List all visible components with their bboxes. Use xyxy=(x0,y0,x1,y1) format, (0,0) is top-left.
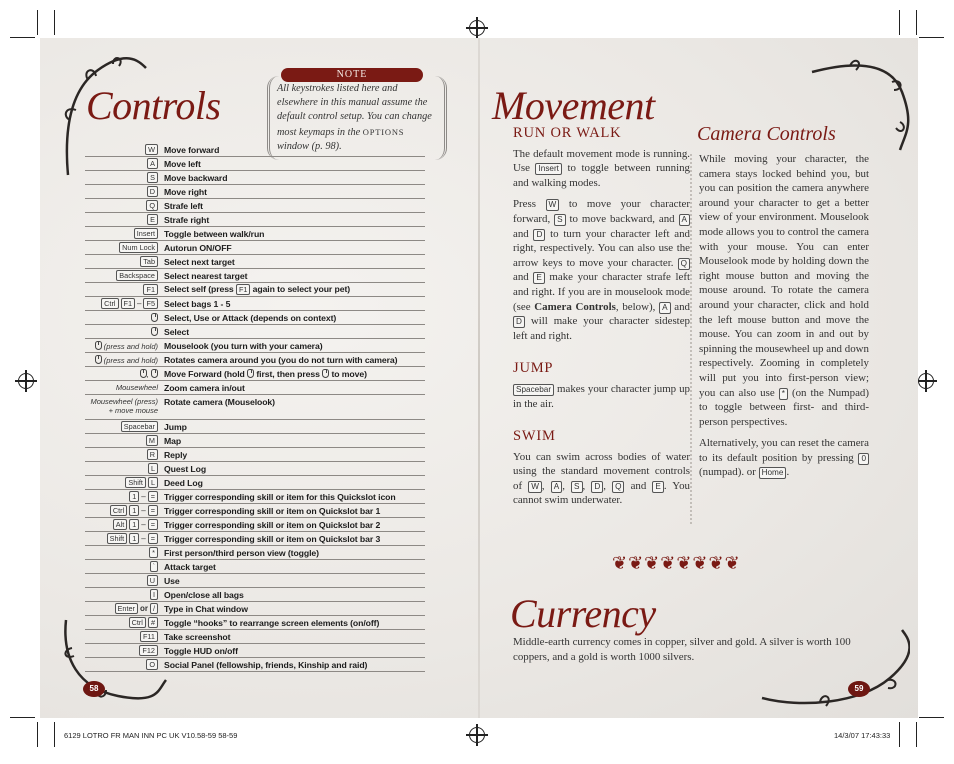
control-keys xyxy=(85,631,164,642)
control-row xyxy=(85,255,425,269)
keycap: 1 xyxy=(129,505,139,516)
control-action: Trigger corresponding skill or item on Quickslot bar 2 xyxy=(164,519,381,530)
keycap: F1 xyxy=(121,298,136,309)
keycap: 1 xyxy=(129,533,139,544)
control-row xyxy=(85,367,425,381)
control-keys xyxy=(85,589,164,600)
mouse-icon xyxy=(95,355,102,364)
control-mouse-text: + move mouse xyxy=(108,406,158,415)
control-keys xyxy=(85,645,164,656)
control-row xyxy=(85,157,425,171)
control-action: Toggle between walk/run xyxy=(164,228,265,239)
control-action: Select self (press F1 again to select your pet) xyxy=(164,284,351,294)
control-note: (press and hold) xyxy=(103,341,158,351)
keycap: L xyxy=(148,463,158,474)
control-row xyxy=(85,602,425,616)
control-row xyxy=(85,490,425,504)
control-action: Mouselook (you turn with your camera) xyxy=(164,340,323,351)
control-action: Move forward xyxy=(164,144,220,155)
camera-column xyxy=(699,152,869,487)
control-keys xyxy=(85,284,164,295)
control-keys xyxy=(85,383,164,392)
control-keys xyxy=(85,341,164,351)
control-keys xyxy=(85,298,164,309)
control-row xyxy=(85,462,425,476)
crop-mark xyxy=(37,722,38,747)
control-row xyxy=(85,395,425,420)
control-keys xyxy=(85,228,164,239)
control-action: Zoom camera in/out xyxy=(164,382,245,393)
column-separator xyxy=(690,153,692,525)
control-action: Attack target xyxy=(164,561,216,572)
control-keys xyxy=(85,463,164,474)
control-mouse-text: Mousewheel xyxy=(115,383,158,392)
crop-mark xyxy=(54,722,55,747)
control-row xyxy=(85,560,425,574)
control-row xyxy=(85,616,425,630)
keycap: Tab xyxy=(140,256,158,267)
control-action: Quest Log xyxy=(164,463,207,474)
control-note: (press and hold) xyxy=(103,355,158,365)
control-mouse-text: Mousewheel (press) xyxy=(90,397,158,406)
control-action: Select, Use or Attack (depends on context) xyxy=(164,312,337,323)
keycap: Backspace xyxy=(116,270,158,281)
control-keys xyxy=(85,172,164,183)
control-action: Use xyxy=(164,575,180,586)
control-keys xyxy=(85,435,164,446)
camera-paragraph-1: While moving your character, the camera stays locked behind you, but you can position the camera anywhere around your character to get a better view of your environment. Mouselook mode allows you to control the camera with your mouse. You can enter Mouselook mode by holding down the right mouse button and moving the mouse around. To rotate the camera around your character, click and hold the left mouse button and move the mouse. You can zoom in and out by spinning the mousewheel up and down respectively. Zooming in completely will put you into first-person view; you can also use * (on the Numpad) to toggle between first- and third-person perspectives. xyxy=(699,153,870,428)
crop-mark xyxy=(899,10,900,35)
note-label: NOTE xyxy=(281,68,423,82)
control-keys xyxy=(85,186,164,197)
control-keys: , xyxy=(85,369,164,379)
control-action: Rotates camera around you (you do not turn with camera) xyxy=(164,354,398,365)
control-row xyxy=(85,297,425,311)
control-row xyxy=(85,213,425,227)
control-keys xyxy=(85,421,164,432)
control-keys xyxy=(85,477,164,488)
control-row xyxy=(85,574,425,588)
key-separator: – xyxy=(141,492,146,501)
mouse-icon xyxy=(151,327,158,336)
control-row xyxy=(85,420,425,434)
control-action: Select xyxy=(164,326,189,337)
keycap: D xyxy=(147,186,158,197)
control-row xyxy=(85,532,425,546)
keycap: * xyxy=(149,547,158,558)
control-action: Deed Log xyxy=(164,477,203,488)
camera-controls-heading: Camera Controls xyxy=(697,123,836,145)
keycap: Spacebar xyxy=(121,421,158,432)
control-row xyxy=(85,241,425,255)
keycap: A xyxy=(147,158,158,169)
book-spread xyxy=(40,38,918,718)
mouse-icon xyxy=(95,341,102,350)
control-action: Move right xyxy=(164,186,207,197)
control-action: Map xyxy=(164,435,182,446)
mouse-icon xyxy=(247,369,254,378)
camera-paragraph-2: Alternatively, you can reset the camera to its default position by pressing 0 (numpad). or Home . xyxy=(699,437,869,479)
control-action: Type in Chat window xyxy=(164,603,248,614)
control-action: Reply xyxy=(164,449,188,460)
key-separator: or xyxy=(139,604,148,613)
control-keys xyxy=(85,491,164,502)
jump-paragraph: Spacebar makes your character jump up in the air. xyxy=(513,382,690,410)
crop-mark xyxy=(10,37,35,38)
control-action: Toggle “hooks” to rearrange screen elements (on/off) xyxy=(164,617,380,628)
keycap: Ctrl xyxy=(129,617,146,628)
keycap: = xyxy=(148,505,158,516)
keycap: 1 xyxy=(129,519,139,530)
control-action: Rotate camera (Mouselook) xyxy=(164,397,275,407)
control-action: First person/third person view (toggle) xyxy=(164,547,319,558)
keycap: M xyxy=(146,435,158,446)
control-action: Select next target xyxy=(164,256,235,267)
control-row xyxy=(85,171,425,185)
mouse-icon xyxy=(151,313,158,322)
run-walk-paragraph-1: The default movement mode is running. Use Insert to toggle between running and walking modes. xyxy=(513,147,690,189)
keycap: F12 xyxy=(139,645,158,656)
control-keys xyxy=(85,242,164,253)
control-keys xyxy=(85,617,164,628)
movement-column xyxy=(513,126,690,515)
keycap: Num Lock xyxy=(119,242,158,253)
keycap: E xyxy=(147,214,158,225)
crop-mark xyxy=(54,10,55,35)
keycap: F5 xyxy=(143,298,158,309)
key-separator: – xyxy=(137,299,142,308)
crop-mark xyxy=(10,717,35,718)
keycap: Shift xyxy=(125,477,146,488)
page-number-left: 58 xyxy=(83,681,105,697)
control-action: Autorun ON/OFF xyxy=(164,242,232,253)
registration-mark-icon xyxy=(469,727,485,743)
control-row xyxy=(85,644,425,658)
control-keys xyxy=(85,214,164,225)
crop-mark xyxy=(919,717,944,718)
key-separator: – xyxy=(141,506,146,515)
print-slug-left: 6129 LOTRO FR MAN INN PC UK V10.58-59 58-59 xyxy=(64,731,238,740)
control-row xyxy=(85,630,425,644)
control-row xyxy=(85,311,425,325)
control-action: Trigger corresponding skill or item on Quickslot bar 3 xyxy=(164,533,381,544)
control-row xyxy=(85,143,425,157)
control-keys xyxy=(85,256,164,267)
control-action: Select nearest target xyxy=(164,270,248,281)
currency-column xyxy=(513,635,865,671)
keycap: U xyxy=(147,575,158,586)
control-row xyxy=(85,283,425,297)
jump-heading: JUMP xyxy=(513,360,554,377)
control-row xyxy=(85,353,425,367)
registration-mark-icon xyxy=(469,20,485,36)
keycap: ` xyxy=(150,561,158,572)
keycap: F1 xyxy=(143,284,158,295)
control-row xyxy=(85,546,425,560)
note-text: All keystrokes listed here and elsewhere in this manual assume the default control setup. You can change most keymaps in the OPTIONS window (p. 98). xyxy=(277,83,432,152)
print-slug-right: 14/3/07 17:43:33 xyxy=(834,731,891,740)
run-walk-paragraph-2: Press W to move your character forward, S to move backward, and A and D to turn your character left and right, respectively. You can also use the arrow keys to move your character. Q and E make your character strafe left and right. If you are in mouselook mode (see Camera Controls, below), A and D will make your character sidestep left and right. xyxy=(513,198,691,342)
control-action: Move left xyxy=(164,158,201,169)
control-keys xyxy=(85,505,164,516)
page-title-currency: Currency xyxy=(510,591,656,636)
keycap: L xyxy=(148,477,158,488)
keycap: Shift xyxy=(107,533,128,544)
control-row xyxy=(85,185,425,199)
control-row xyxy=(85,227,425,241)
run-or-walk-heading: RUN OR WALK xyxy=(513,125,622,141)
control-keys xyxy=(85,270,164,281)
crop-mark xyxy=(916,10,917,35)
crop-mark xyxy=(37,10,38,35)
keycap: W xyxy=(145,144,158,155)
keycap: S xyxy=(147,172,158,183)
keycap: / xyxy=(150,603,158,614)
control-row xyxy=(85,588,425,602)
control-row xyxy=(85,325,425,339)
page-title-controls: Controls xyxy=(86,83,221,128)
control-keys xyxy=(85,158,164,169)
crop-mark xyxy=(899,722,900,747)
control-keys xyxy=(85,575,164,586)
control-keys xyxy=(85,313,164,323)
control-action: Move backward xyxy=(164,172,228,183)
mouse-icon xyxy=(322,369,329,378)
keycap: # xyxy=(148,617,158,628)
key-separator: – xyxy=(141,534,146,543)
keycap: Q xyxy=(146,200,158,211)
control-keys xyxy=(85,533,164,544)
control-keys xyxy=(85,547,164,558)
keycap: Ctrl xyxy=(101,298,118,309)
control-keys xyxy=(85,449,164,460)
control-keys xyxy=(85,659,164,670)
keycap: 1 xyxy=(129,491,139,502)
control-keys xyxy=(85,397,164,415)
mouse-icon xyxy=(151,369,158,378)
mouse-icon xyxy=(140,369,147,378)
keycap: F11 xyxy=(140,631,158,642)
page-number-right: 59 xyxy=(848,681,870,697)
control-row xyxy=(85,476,425,490)
crop-mark xyxy=(916,722,917,747)
keycap: = xyxy=(148,519,158,530)
control-row xyxy=(85,434,425,448)
control-keys xyxy=(85,603,164,614)
swim-heading: SWIM xyxy=(513,428,556,445)
control-keys xyxy=(85,561,164,572)
keycap: I xyxy=(150,589,158,600)
page-title-movement: Movement xyxy=(492,83,655,128)
control-keys xyxy=(85,200,164,211)
currency-paragraph: Middle-earth currency comes in copper, silver and gold. A silver is worth 100 coppers, and a gold is worth 1000 silvers. xyxy=(513,636,851,663)
control-action: Open/close all bags xyxy=(164,589,244,600)
keycap: = xyxy=(148,533,158,544)
control-row xyxy=(85,339,425,353)
control-row xyxy=(85,504,425,518)
decorative-flourish-icon: ❦❦❦❦❦❦❦❦ xyxy=(612,553,741,573)
control-keys xyxy=(85,327,164,337)
control-action: Select bags 1 - 5 xyxy=(164,298,231,309)
keycap: Ctrl xyxy=(110,505,127,516)
control-row xyxy=(85,658,425,672)
key-separator: – xyxy=(141,520,146,529)
keycap: = xyxy=(148,491,158,502)
control-keys xyxy=(85,519,164,530)
control-row xyxy=(85,518,425,532)
control-keys xyxy=(85,144,164,155)
control-action: Trigger corresponding skill or item for this Quickslot icon xyxy=(164,491,396,502)
control-action: Take screenshot xyxy=(164,631,231,642)
control-keys xyxy=(85,355,164,365)
control-action: Move Forward (hold first, then press to move) xyxy=(164,368,367,379)
control-action: Strafe right xyxy=(164,214,210,225)
controls-table xyxy=(85,143,425,672)
keycap: F1 xyxy=(236,284,250,295)
swim-paragraph: You can swim across bodies of water using the standard movement controls of W , A , S , D , Q and E . You cannot swim underwater. xyxy=(513,450,690,507)
control-row xyxy=(85,199,425,213)
crop-mark xyxy=(919,37,944,38)
control-action: Toggle HUD on/off xyxy=(164,645,238,656)
control-action: Trigger corresponding skill or item on Quickslot bar 1 xyxy=(164,505,381,516)
keycap: Alt xyxy=(113,519,128,530)
keycap: O xyxy=(146,659,158,670)
control-row xyxy=(85,269,425,283)
control-row xyxy=(85,448,425,462)
keycap: Insert xyxy=(134,228,158,239)
registration-mark-icon xyxy=(918,373,934,389)
registration-mark-icon xyxy=(18,373,34,389)
control-action: Jump xyxy=(164,421,187,432)
control-action: Social Panel (fellowship, friends, Kinship and raid) xyxy=(164,659,368,670)
keycap: R xyxy=(147,449,158,460)
control-action: Strafe left xyxy=(164,200,203,211)
keycap: Enter xyxy=(115,603,138,614)
control-row xyxy=(85,381,425,395)
